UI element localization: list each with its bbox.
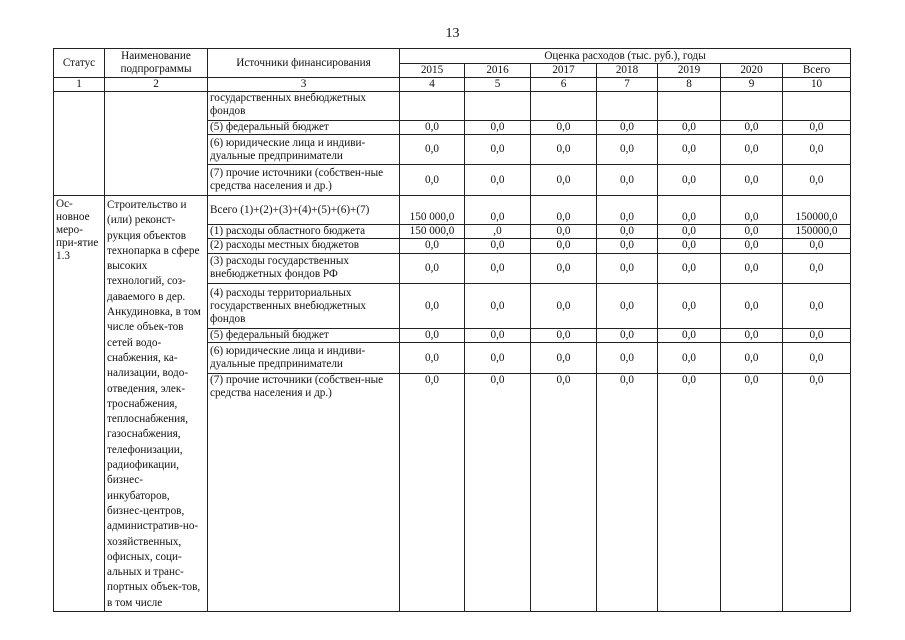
value-cell: 0,0 [721, 329, 783, 343]
value-cell: 0,0 [658, 343, 721, 373]
value-cell: 0,0 [597, 239, 658, 253]
column-number: 1 [54, 78, 105, 92]
header-name-line1: Наименование [121, 50, 191, 62]
value-cell: 0,0 [400, 165, 465, 196]
header-expense-estimate: Оценка расходов (тыс. руб.), годы [400, 49, 851, 64]
header-funding-sources: Источники финансирования [208, 49, 400, 78]
column-number: 7 [597, 78, 658, 92]
value-cell: 0,0 [658, 329, 721, 343]
value-cell: 0,0 [721, 121, 783, 135]
header-total: Всего [783, 64, 851, 78]
value-cell: 0,0 [783, 121, 851, 135]
source-cell: (3) расходы государственных внебюджетных фондов РФ [208, 253, 400, 283]
column-number: 8 [658, 78, 721, 92]
value-cell: 0,0 [597, 196, 658, 225]
value-cell: 0,0 [658, 239, 721, 253]
source-cell: Всего (1)+(2)+(3)+(4)+(5)+(6)+(7) [208, 196, 400, 225]
value-cell: 150000,0 [783, 225, 851, 239]
column-number: 10 [783, 78, 851, 92]
value-cell: 0,0 [597, 373, 658, 611]
value-cell: 0,0 [783, 373, 851, 611]
value-cell: 0,0 [465, 373, 531, 611]
budget-table [53, 48, 851, 612]
value-cell: 0,0 [783, 239, 851, 253]
source-cell: (5) федеральный бюджет [208, 121, 400, 135]
value-cell: 0,0 [783, 343, 851, 373]
source-cell: (2) расходы местных бюджетов [208, 239, 400, 253]
value-cell: 0,0 [783, 329, 851, 343]
value-cell: 0,0 [721, 373, 783, 611]
value-cell: 0,0 [400, 329, 465, 343]
value-cell: 0,0 [531, 329, 597, 343]
value-cell: 0,0 [400, 253, 465, 283]
value-cell: 0,0 [658, 121, 721, 135]
value-cell: 0,0 [783, 283, 851, 328]
value-cell: 0,0 [721, 343, 783, 373]
source-cell: (7) прочие источники (собствен-ные средства населения и др.) [208, 373, 400, 611]
value-cell: 0,0 [721, 239, 783, 253]
value-cell: 0,0 [531, 196, 597, 225]
column-number: 6 [531, 78, 597, 92]
header-year: 2017 [531, 64, 597, 78]
header-year: 2020 [721, 64, 783, 78]
source-cell: (7) прочие источники (собствен-ные средства населения и др.) [208, 165, 400, 196]
value-cell: 0,0 [531, 239, 597, 253]
value-cell: 0,0 [531, 253, 597, 283]
value-cell: 0,0 [531, 165, 597, 196]
measure-name: Строительство и (или) реконст-рукция объектов технопарка в сфере высоких технологий, соз-даваемого в дер. Анкудиновка, в том числе объек-тов сетей водо-снабжения, ка-нализации, водо-отведения, элек-троснабжения, теплоснабжения, газоснабжения, телефонизации, радиофикации, бизнес-инкубаторов, бизнес-центров, административ-но-хозяйственных, офисных, соци-альных и транс-портных объек-тов, в том числе [105, 196, 208, 612]
value-cell: 0,0 [658, 373, 721, 611]
value-cell: 0,0 [465, 239, 531, 253]
source-cell: (5) федеральный бюджет [208, 329, 400, 343]
value-cell: 0,0 [597, 225, 658, 239]
value-cell: 0,0 [658, 165, 721, 196]
value-cell: 0,0 [721, 196, 783, 225]
name-cell-empty [105, 92, 208, 196]
source-cell: (1) расходы областного бюджета [208, 225, 400, 239]
value-cell: 0,0 [721, 283, 783, 328]
value-cell: ,0 [465, 225, 531, 239]
value-cell: 0,0 [597, 343, 658, 373]
value-cell: 150 000,0 [400, 196, 465, 225]
header-status: Статус [54, 49, 105, 78]
value-cell: 0,0 [783, 253, 851, 283]
value-cell: 0,0 [465, 283, 531, 328]
value-cell: 0,0 [721, 225, 783, 239]
value-cell: 0,0 [531, 225, 597, 239]
value-cell: 0,0 [531, 373, 597, 611]
table-row [54, 92, 851, 121]
value-cell: 0,0 [465, 253, 531, 283]
header-year: 2016 [465, 64, 531, 78]
value-cell: 0,0 [597, 121, 658, 135]
value-cell: 0,0 [400, 135, 465, 165]
header-subprogram-name [105, 49, 208, 78]
column-number: 2 [105, 78, 208, 92]
value-cell: 0,0 [658, 283, 721, 328]
value-cell: 0,0 [400, 343, 465, 373]
header-year: 2018 [597, 64, 658, 78]
value-cell: 0,0 [400, 239, 465, 253]
source-cell: государственных внебюджетных фондов [208, 92, 400, 121]
table-row [54, 196, 851, 225]
value-cell: 0,0 [721, 135, 783, 165]
status-cell-empty [54, 92, 105, 196]
column-number: 9 [721, 78, 783, 92]
value-cell: 0,0 [597, 165, 658, 196]
value-cell: 150 000,0 [400, 225, 465, 239]
value-cell: 0,0 [597, 253, 658, 283]
header-name-line2: подпрограммы [120, 63, 192, 75]
value-cell: 0,0 [783, 135, 851, 165]
value-cell: 0,0 [597, 283, 658, 328]
measure-status: Ос-новное меро-при-ятие 1.3 [54, 196, 105, 612]
value-cell: 0,0 [531, 135, 597, 165]
column-number: 4 [400, 78, 465, 92]
page-number: 13 [445, 26, 460, 41]
value-cell: 0,0 [721, 253, 783, 283]
column-numbers-row [54, 78, 851, 92]
value-cell: 150000,0 [783, 196, 851, 225]
value-cell: 0,0 [597, 135, 658, 165]
value-cell: 0,0 [658, 135, 721, 165]
value-cell: 0,0 [658, 225, 721, 239]
value-cell: 0,0 [531, 343, 597, 373]
header-year: 2019 [658, 64, 721, 78]
source-cell: (6) юридические лица и индиви-дуальные предприниматели [208, 343, 400, 373]
source-cell: (6) юридические лица и индиви-дуальные предприниматели [208, 135, 400, 165]
value-cell: 0,0 [400, 283, 465, 328]
value-cell: 0,0 [400, 373, 465, 611]
value-cell: 0,0 [531, 283, 597, 328]
value-cell: 0,0 [465, 343, 531, 373]
value-cell: 0,0 [597, 329, 658, 343]
value-cell: 0,0 [400, 121, 465, 135]
value-cell: 0,0 [721, 165, 783, 196]
column-number: 3 [208, 78, 400, 92]
value-cell: 0,0 [465, 165, 531, 196]
column-number: 5 [465, 78, 531, 92]
value-cell: 0,0 [658, 196, 721, 225]
value-cell: 0,0 [658, 253, 721, 283]
source-cell: (4) расходы территориальных государственных внебюджетных фондов [208, 283, 400, 328]
value-cell: 0,0 [465, 196, 531, 225]
value-cell: 0,0 [531, 121, 597, 135]
table-body [54, 92, 851, 612]
value-cell: 0,0 [465, 135, 531, 165]
value-cell: 0,0 [465, 121, 531, 135]
header-year: 2015 [400, 64, 465, 78]
value-cell: 0,0 [465, 329, 531, 343]
value-cell: 0,0 [783, 165, 851, 196]
